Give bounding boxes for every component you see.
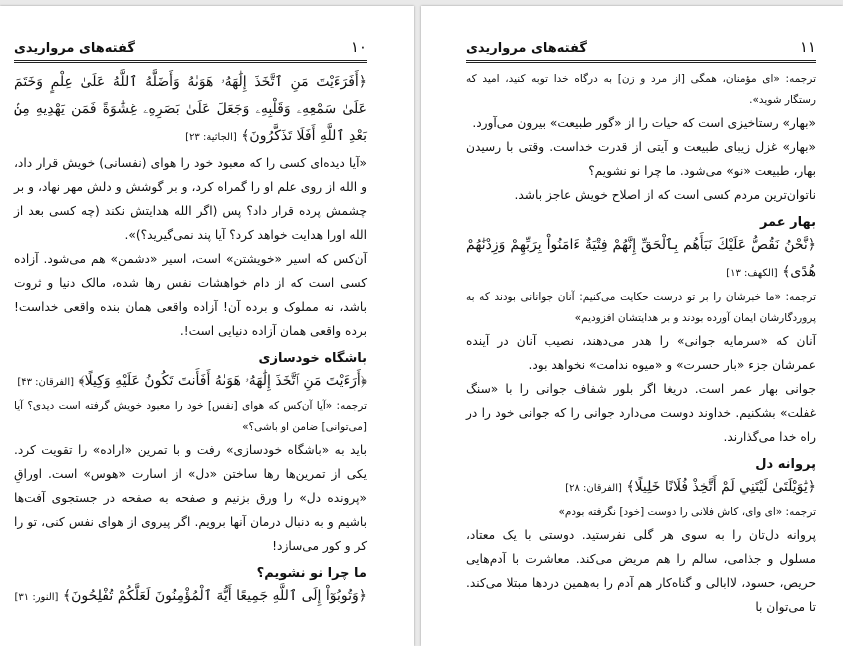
paragraph: ناتوان‌ترین مردم کسی است که از اصلاح خویش عاجز باشد. bbox=[514, 188, 816, 202]
translation: ترجمه: «ما خبرشان را بر تو درست حکایت می‌کنیم: آنان جوانانی بودند که به پروردگارشان ایمان آورده بودند و بر هدایتشان افزودیم» bbox=[466, 291, 816, 324]
verse-text: ﴿أَفَرَءَيْتَ مَنِ ٱتَّخَذَ إِلَٰهَهُۥ هَوَىٰهُ وَأَضَلَّهُ ٱللَّهُ عَلَىٰ عِلْمٍ وَخَتَمَ عَلَىٰ سَمْعِهِۦ وَقَلْبِهِۦ وَجَعَلَ عَلَىٰ بَصَرِهِۦ غِشَٰوَةً فَمَن يَهْدِيهِ مِنۢ بَعْدِ ٱللَّهِ أَفَلَا تَذَكَّرُونَ﴾ bbox=[14, 74, 367, 144]
translation: ترجمه: «ای مؤمنان، همگی [از مرد و زن] به درگاه خدا توبه کنید، امید که رستگار شوید». bbox=[466, 73, 816, 106]
paragraph: آن‌کس که اسیر «خویشتن» است، اسیر «دشمن» هم می‌شود. آزاده کسی است که از دام خواهشات نفس رها شده، مالک دنیا و ثروت باشد، نه مملوک و برده آن! آزاده واقعی همان بنده واقعی خداست! برده واقعی همان آزاده دنیایی است!. bbox=[14, 252, 367, 338]
translation: ترجمه: «ای وای، کاش فلانی را دوست [خود] نگرفته بودم» bbox=[558, 506, 816, 518]
paragraph: «آیا دیده‌ای کسی را که معبود خود را هوای (نفسانی) خویش قرار داد، و الله از روی علم او را گمراه کرد، و بر گوشش و دلش مهر نهاد، و بر چشمش پرده قرار داد؟ پس (اگر الله هدایتش نکند (چه کسی بعد از الله اورا هدایت خواهد کرد؟ آیا پند نمی‌گیرید؟)». bbox=[14, 156, 367, 242]
paragraph: جوانی بهار عمر است. دریغا اگر بلور شفاف جوانی را با «سنگ غفلت» بشکنیم. خداوند دوست می‌دارد جوانی را که جوانی خود را در راه خدا می‌گذارند. bbox=[466, 382, 816, 444]
left-page-content bbox=[14, 38, 367, 611]
verse-text: ﴿أَرَءَيْتَ مَنِ ٱتَّخَذَ إِلَٰهَهُۥ هَوَىٰهُ أَفَأَنتَ تَكُونُ عَلَيْهِ وَكِيلًا﴾ bbox=[78, 373, 367, 389]
verse-text: ﴿وَتُوبُوٓاْ إِلَى ٱللَّهِ جَمِيعًا أَيُّهَ ٱلْمُؤْمِنُونَ لَعَلَّكُمْ تُفْلِحُونَ﴾ bbox=[62, 588, 367, 604]
paragraph: آنان که «سرمایه جوانی» را هدر می‌دهند، نصیب آنان در آینده عمرشان جزء «بار حسرت» و «میوه ندامت» نخواهد بود. bbox=[466, 334, 816, 372]
section-title: باشگاه خودسازی bbox=[258, 351, 367, 366]
paragraph: «بهار» غزل زیبای طبیعت و آیتی از قدرت خداست. وقتی با رسیدن بهار، طبیعت «نو» می‌شود. ما چرا نو نشویم؟ bbox=[466, 140, 816, 178]
left-page-number: ۱۰ bbox=[350, 38, 367, 56]
left-page bbox=[0, 6, 414, 646]
verse-reference: [الجاثیة: ۲۳] bbox=[185, 132, 237, 143]
verse-text: ﴿يَٰوَيْلَتَىٰ لَيْتَنِي لَمْ أَتَّخِذْ فُلَانًا خَلِيلًا﴾ bbox=[626, 479, 816, 495]
left-page-header bbox=[14, 38, 367, 63]
quran-verse bbox=[14, 69, 367, 151]
translation: ترجمه: «آیا آن‌کس که هوای [نفس] خود را معبود خویش گرفته است دیدی؟ آیا [می‌توانی] ضامن او باشی؟» bbox=[14, 400, 367, 433]
quran-verse bbox=[466, 232, 816, 287]
verse-reference: [الفرقان: ۲۸] bbox=[565, 483, 622, 494]
section-title: پروانه دل bbox=[755, 457, 816, 472]
verse-reference: [الکهف: ۱۳] bbox=[726, 268, 778, 279]
right-page-header bbox=[466, 38, 816, 63]
left-running-title: گفته‌های مرواریدی bbox=[14, 41, 135, 56]
right-page bbox=[421, 6, 843, 646]
right-page-content bbox=[466, 38, 816, 619]
quran-verse bbox=[466, 474, 816, 502]
right-running-title: گفته‌های مرواریدی bbox=[466, 41, 587, 56]
right-page-number: ۱۱ bbox=[799, 38, 816, 56]
verse-reference: [النور: ۳۱] bbox=[14, 592, 59, 603]
paragraph: «بهار» رستاخیزی است که حیات را از «گور طبیعت» بیرون می‌آورد. bbox=[472, 116, 816, 130]
section-title: بهار عمر bbox=[759, 215, 816, 230]
verse-reference: [الفرقان: ۴۳] bbox=[17, 377, 75, 388]
section-title: ما چرا نو نشویم؟ bbox=[256, 566, 367, 581]
quran-verse bbox=[14, 583, 367, 611]
verse-text: ﴿نَّحْنُ نَقُصُّ عَلَيْكَ نَبَأَهُم بِٱلْحَقِّ إِنَّهُمْ فِتْيَةٌ ءَامَنُواْ بِرَبِّهِمْ وَزِدْنَٰهُمْ هُدًى﴾ bbox=[466, 237, 816, 280]
paragraph: پروانه دل‌تان را به سوی هر گلی نفرستید. دوستی با یک معتاد، مسلول و جذامی، سالم را هم مریض می‌کند. معاشرت با آدم‌هایی حریص، حسود، لاابالی و گناه‌کار هم آدم را به‌همین دردها مبتلا می‌کند. تا می‌توان با bbox=[466, 528, 816, 614]
quran-verse bbox=[14, 368, 367, 396]
paragraph: باید به «باشگاه خودسازی» رفت و با تمرین «اراده» را تقویت کرد. یکی از تمرین‌ها رها ساختن «دل» از اسارت «هوس» است. اوراقِ «پرونده دل» را ورق بزنیم و صفحه به صفحه در جستجوی آفت‌ها باشیم و به دنبال درمان آنها برویم. اگر پیروی از هوای نفس کنی، تو را کر و کور می‌سازد! bbox=[14, 443, 367, 553]
